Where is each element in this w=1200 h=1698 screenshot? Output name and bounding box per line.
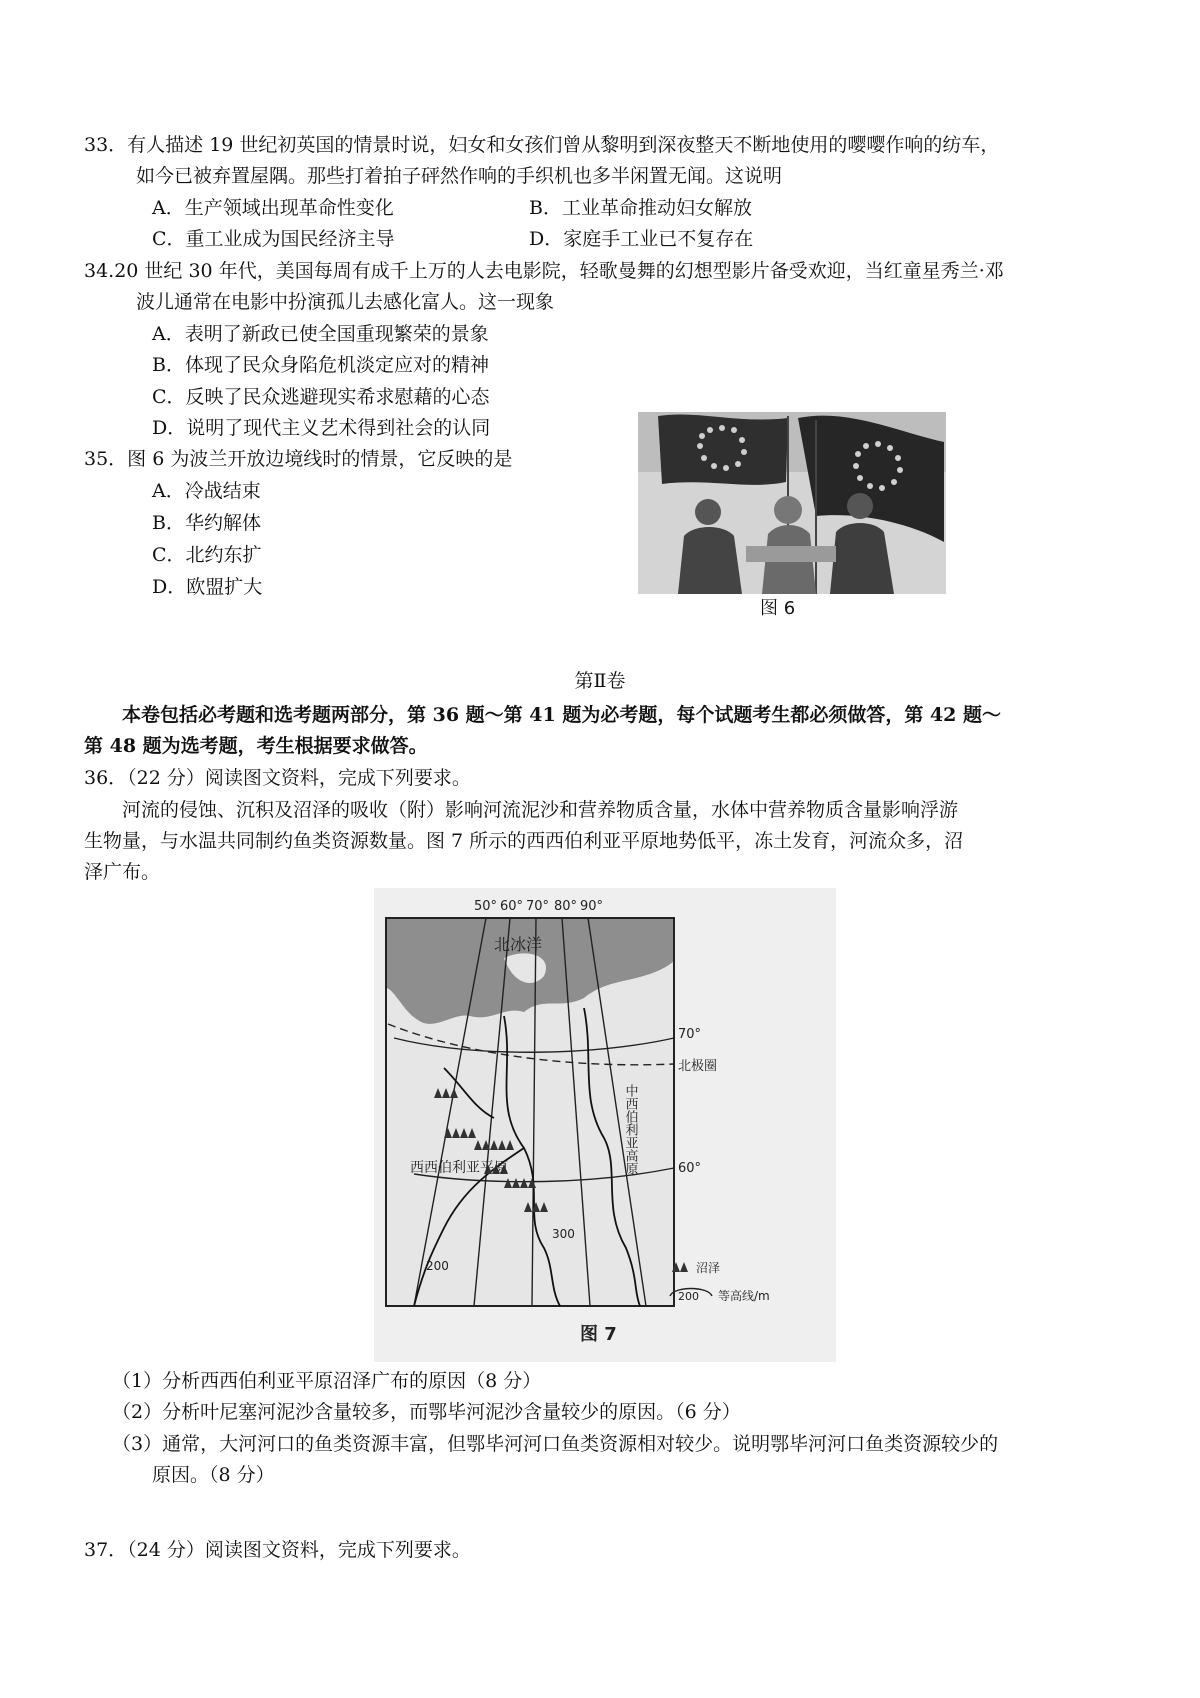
lon-label-70: 70° — [526, 899, 550, 914]
q34-stem-line-1: 34.20 世纪 30 年代，美国每周有成千上万的人去电影院，轻歌曼舞的幻想型影片备受欢迎，当红童星秀兰·邓 — [84, 260, 1004, 282]
figure-6-caption: 图 6 — [760, 598, 796, 619]
q34-option-b: B．体现了民众身陷危机淡定应对的精神 — [152, 354, 489, 376]
lon-label-90: 90° — [580, 899, 604, 914]
q33-stem-line-2: 如今已被弃置屋隅。那些打着拍子砰然作响的手织机也多半闲置无闻。这说明 — [136, 165, 783, 187]
q33-option-b: B．工业革命推动妇女解放 — [529, 197, 752, 219]
q36-paragraph-line-2: 生物量，与水温共同制约鱼类资源数量。图 7 所示的西西伯利亚平原地势低平，冻土发育，河流众多，沼 — [84, 830, 964, 852]
q36-sub-question-3-line-2: 原因。（8 分） — [152, 1464, 275, 1486]
plateau-label: 中西伯利亚高原 — [622, 1084, 638, 1175]
eu-flag-left — [658, 414, 788, 484]
q36-header: 36．（22 分）阅读图文资料，完成下列要求。 — [84, 767, 471, 789]
q34-option-d: D．说明了现代主义艺术得到社会的认同 — [152, 417, 491, 439]
q35-option-a: A．冷战结束 — [152, 480, 261, 502]
q35-option-d: D．欧盟扩大 — [152, 576, 263, 598]
q33-option-c: C．重工业成为国民经济主导 — [152, 228, 395, 250]
sea-label: 北冰洋 — [494, 935, 543, 954]
contour-label-200: 200 — [426, 1259, 449, 1273]
section-2-instructions-line-1: 本卷包括必考题和选考题两部分，第 36 题～第 41 题为必考题，每个试题考生都必须做答，第 42 题～ — [122, 704, 1002, 726]
q35-option-c: C．北约东扩 — [152, 544, 262, 566]
q36-sub-question-2: （2）分析叶尼塞河泥沙含量较多，而鄂毕河泥沙含量较少的原因。（6 分） — [112, 1401, 741, 1423]
lon-label-50: 50° — [474, 899, 498, 914]
lat-label-70: 70° — [678, 1027, 702, 1042]
legend-swamp-label: 沼泽 — [696, 1261, 721, 1275]
people-silhouettes — [678, 493, 894, 594]
west-siberia-map — [374, 888, 836, 1362]
q36-sub-question-1: （1）分析西西伯利亚平原沼泽广布的原因（8 分） — [112, 1370, 542, 1392]
q34-stem-line-2: 波儿通常在电影中扮演孤儿去感化富人。这一现象 — [136, 291, 555, 313]
section-2-instructions-line-2: 第 48 题为选考题，考生根据要求做答。 — [84, 735, 428, 757]
q35-stem: 35．图 6 为波兰开放边境线时的情景，它反映的是 — [84, 448, 513, 470]
q33-option-d: D．家庭手工业已不复存在 — [529, 228, 754, 250]
figure-7-map — [374, 888, 836, 1362]
q36-paragraph-line-1: 河流的侵蚀、沉积及沼泽的吸收（附）影响河流泥沙和营养物质含量，水体中营养物质含量影响浮游 — [122, 799, 959, 821]
q33-option-a: A．生产领域出现革命性变化 — [152, 197, 394, 219]
q35-option-b: B．华约解体 — [152, 512, 261, 534]
figure-7-caption: 图 7 — [580, 1324, 617, 1345]
q37-header: 37．（24 分）阅读图文资料，完成下列要求。 — [84, 1539, 471, 1561]
q34-option-c: C．反映了民众逃避现实希求慰藉的心态 — [152, 386, 490, 408]
contour-label-300: 300 — [552, 1227, 575, 1241]
arctic-circle-label: 北极圈 — [678, 1059, 718, 1074]
legend-contour-label: 等高线/m — [718, 1289, 770, 1303]
border-opening-photo — [638, 412, 946, 594]
lon-label-80: 80° — [554, 899, 578, 914]
lon-label-60: 60° — [500, 899, 524, 914]
q33-stem-line-1: 33．有人描述 19 世纪初英国的情景时说，妇女和女孩们曾从黎明到深夜整天不断地使用的嘤嘤作响的纺车， — [84, 134, 1000, 156]
q34-option-a: A．表明了新政已使全国重现繁荣的景象 — [152, 323, 489, 345]
figure-6-photo — [638, 412, 946, 594]
plain-label: 西西伯利亚平原 — [410, 1160, 508, 1176]
q36-paragraph-line-3: 泽广布。 — [84, 861, 161, 883]
q36-sub-question-3-line-1: （3）通常，大河河口的鱼类资源丰富，但鄂毕河河口鱼类资源相对较少。说明鄂毕河河口鱼类资源较少的 — [112, 1433, 999, 1455]
lat-label-60: 60° — [678, 1161, 702, 1176]
legend-contour-value: 200 — [678, 1290, 699, 1303]
section-2-title: 第Ⅱ卷 — [574, 670, 626, 692]
